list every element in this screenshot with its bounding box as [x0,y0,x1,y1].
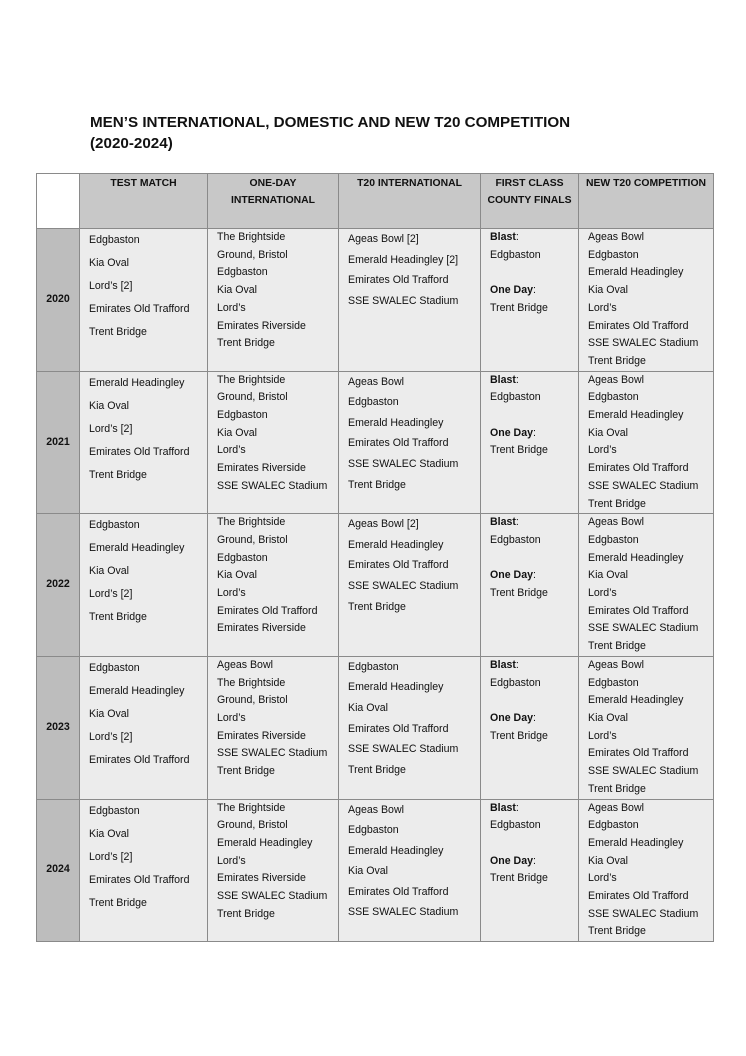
one-day-label: One Day [490,854,533,867]
venue-item: Emerald Headingley [588,694,684,707]
venue-item: Emerald Headingley [348,416,444,429]
venue-item: Emirates Riverside [217,319,306,332]
blast-label: Blast [490,373,516,386]
header-new-t20-competition: NEW T20 COMPETITION [579,174,714,229]
year-cell: 2024 [37,799,80,942]
venue-item: Emerald Headingley [217,836,313,849]
venue-item: Trent Bridge [217,337,275,350]
venue-item: Ageas Bowl [348,803,404,816]
blast-line: Blast: [490,516,519,529]
venue-item: Ground, Bristol [217,248,288,261]
venue-item: Edgbaston [348,660,399,673]
venue-item: Edgbaston [348,396,399,409]
one-day-venue: Trent Bridge [490,872,548,885]
blast-label: Blast [490,658,516,671]
venue-item: Emirates Riverside [217,872,306,885]
county-finals-venues [481,371,579,514]
one-day-label: One Day [490,284,533,297]
new-t20-competition-venues [579,656,714,799]
venue-item: Lord’s [217,587,246,600]
venue-item: Trent Bridge [217,765,275,778]
venue-item: SSE SWALEC Stadium [588,622,699,635]
header-first-class-county-finals: FIRST CLASS COUNTY FINALS [481,174,579,229]
venue-item: Kia Oval [89,827,130,840]
venue-item: SSE SWALEC Stadium [348,580,459,593]
venue-table [36,173,714,942]
venue-item: Kia Oval [348,702,389,715]
test-match-venues [80,229,208,372]
venue-item: Emerald Headingley [588,551,684,564]
venue-item: Ageas Bowl [588,231,644,243]
venue-item: Kia Oval [217,569,258,582]
blast-label: Blast [490,231,516,243]
one-day-venue: Trent Bridge [490,444,548,457]
venue-item: The Brightside [217,516,286,529]
venue-item: Lord’s [2] [89,588,133,601]
venue-item: Edgbaston [588,819,639,832]
venue-item: Edgbaston [588,533,639,546]
venue-item: Kia Oval [588,711,629,724]
venue-item: Ground, Bristol [217,533,288,546]
venue-item: Lord’s [217,854,246,867]
table-row [37,371,714,514]
venue-item: Kia Oval [217,426,258,439]
venue-item: The Brightside [217,676,286,689]
new-t20-competition-venues [579,799,714,942]
venue-item: SSE SWALEC Stadium [348,906,459,919]
venue-item: Edgbaston [217,551,268,564]
venue-item: Trent Bridge [348,478,406,491]
one-day-international-venues [208,656,339,799]
venue-item: Trent Bridge [89,326,147,338]
venue-item: Kia Oval [89,707,130,720]
blast-label: Blast [490,801,516,814]
year-cell: 2021 [37,371,80,514]
one-day-line: One Day: [490,284,536,297]
blast-venue: Edgbaston [490,248,541,261]
table-row [37,656,714,799]
one-day-international-venues [208,229,339,372]
venue-item: Edgbaston [89,234,140,246]
county-finals-venues [481,799,579,942]
title-line-1: MEN’S INTERNATIONAL, DOMESTIC AND NEW T20 COMPETITION [90,114,571,131]
test-match-venues [80,656,208,799]
venue-item: SSE SWALEC Stadium [217,747,328,760]
venue-item: The Brightside [217,231,286,243]
one-day-line: One Day: [490,426,536,439]
venue-item: Lord’s [217,444,246,457]
venue-item: Edgbaston [588,676,639,689]
venue-item: Lord’s [217,711,246,724]
venue-item: Lord’s [217,301,246,314]
venue-item: Emerald Headingley [89,684,185,697]
venue-item: Kia Oval [588,284,629,297]
county-finals-venues [481,514,579,657]
venue-item: Emirates Old Trafford [588,890,689,903]
one-day-venue: Trent Bridge [490,729,548,742]
venue-item: Ageas Bowl [348,375,404,388]
one-day-line: One Day: [490,711,536,724]
venue-item: Kia Oval [588,426,629,439]
venue-item: Emerald Headingley [348,538,444,551]
document-title [90,112,650,154]
venue-item: Ageas Bowl [588,801,644,814]
venue-item: Edgbaston [89,804,140,817]
venue-item: Edgbaston [348,824,399,837]
header-corner-cell [37,174,80,229]
t20-international-venues [339,514,481,657]
blast-venue: Edgbaston [490,676,541,689]
table-row [37,799,714,942]
venue-item: Emirates Old Trafford [588,319,689,332]
venue-item: SSE SWALEC Stadium [588,479,699,492]
venue-item: Trent Bridge [89,896,147,909]
venue-item: Edgbaston [588,248,639,261]
venue-item: Ageas Bowl [2] [348,233,419,245]
blast-line: Blast: [490,801,519,814]
venue-item: Ageas Bowl [217,658,273,671]
county-finals-venues [481,229,579,372]
one-day-line: One Day: [490,854,536,867]
t20-international-venues [339,799,481,942]
venue-item: Ageas Bowl [588,373,644,386]
venue-item: Emirates Riverside [217,729,306,742]
venue-item: Trent Bridge [588,782,646,795]
header-one-day-international: ONE-DAY INTERNATIONAL [208,174,339,229]
spacer [490,550,573,568]
venue-item: Emirates Old Trafford [348,559,449,572]
county-finals-venues [481,656,579,799]
blast-line: Blast: [490,231,519,243]
table-row [37,514,714,657]
venue-item: Ground, Bristol [217,694,288,707]
spacer [490,407,573,425]
one-day-venue: Trent Bridge [490,587,548,600]
one-day-international-venues [208,514,339,657]
title-line-2: (2020-2024) [90,135,173,152]
venue-item: Ageas Bowl [588,658,644,671]
venue-item: Ground, Bristol [217,819,288,832]
blast-line: Blast: [490,373,519,386]
venue-item: Emirates Old Trafford [348,274,449,287]
venue-item: Lord’s [588,729,617,742]
venue-item: Lord’s [2] [89,422,133,435]
venue-item: Emirates Old Trafford [348,885,449,898]
venue-item: Kia Oval [588,854,629,867]
venue-item: SSE SWALEC Stadium [217,890,328,903]
venue-item: Trent Bridge [348,763,406,776]
one-day-international-venues [208,371,339,514]
t20-international-venues [339,656,481,799]
venue-item: Emerald Headingley [588,836,684,849]
venue-item: Emirates Old Trafford [89,753,190,766]
venue-item: The Brightside [217,801,286,814]
header-row [37,174,714,229]
venue-item: Ageas Bowl [2] [348,518,419,531]
year-cell: 2020 [37,229,80,372]
venue-item: Kia Oval [89,399,130,412]
venue-item: Emirates Riverside [217,622,306,635]
venue-item: Trent Bridge [588,925,646,938]
venue-item: SSE SWALEC Stadium [588,337,699,350]
venue-item: Trent Bridge [588,497,646,510]
venue-item: Lord’s [2] [89,280,133,292]
venue-item: Kia Oval [217,284,258,297]
venue-item: Ageas Bowl [588,516,644,529]
new-t20-competition-venues [579,371,714,514]
venue-item: Trent Bridge [588,354,646,367]
venue-item: Emirates Old Trafford [588,747,689,760]
one-day-label: One Day [490,711,533,724]
new-t20-competition-venues [579,229,714,372]
year-cell: 2023 [37,656,80,799]
table-body [37,229,714,942]
venue-item: SSE SWALEC Stadium [588,907,699,920]
venue-item: Lord’s [2] [89,850,133,863]
blast-venue: Edgbaston [490,391,541,404]
one-day-label: One Day [490,426,533,439]
venue-item: Emerald Headingley [348,844,444,857]
venue-item: Kia Oval [89,565,130,578]
venue-item: Emerald Headingley [588,409,684,422]
venue-item: Kia Oval [588,569,629,582]
venue-item: Emerald Headingley [348,681,444,694]
blast-line: Blast: [490,658,519,671]
one-day-international-venues [208,799,339,942]
venue-item: Emerald Headingley [2] [348,253,459,266]
one-day-label: One Day [490,569,533,582]
venue-item: Trent Bridge [89,468,147,481]
venue-item: Kia Oval [89,257,130,269]
venue-item: Edgbaston [89,661,140,674]
venue-item: SSE SWALEC Stadium [348,458,459,470]
venue-item: Emirates Old Trafford [588,604,689,617]
venue-item: Edgbaston [217,266,268,279]
venue-item: Emirates Riverside [217,462,306,475]
header-test-match: TEST MATCH [80,174,208,229]
one-day-line: One Day: [490,569,536,582]
venue-item: Edgbaston [217,409,268,422]
venue-item: Lord’s [588,872,617,885]
venue-item: Emerald Headingley [89,376,185,389]
spacer [490,264,573,282]
header-t20-international: T20 INTERNATIONAL [339,174,481,229]
venue-item: Emirates Old Trafford [348,722,449,735]
venue-item: Emirates Old Trafford [89,873,190,886]
venue-item: Lord’s [588,444,617,457]
spacer [490,692,573,710]
venue-item: The Brightside [217,373,286,386]
venue-item: SSE SWALEC Stadium [348,294,459,307]
venue-item: Emirates Old Trafford [348,437,449,450]
venue-item: Lord’s [588,301,617,314]
blast-venue: Edgbaston [490,819,541,832]
venue-item: Emerald Headingley [588,266,684,279]
new-t20-competition-venues [579,514,714,657]
venue-item: Trent Bridge [217,907,275,920]
t20-international-venues [339,229,481,372]
venue-item: Emirates Old Trafford [217,604,318,617]
venue-item: Trent Bridge [348,600,406,613]
table-row [37,229,714,372]
year-cell: 2022 [37,514,80,657]
venue-item: Kia Oval [348,865,389,878]
venue-item: Emirates Old Trafford [588,462,689,475]
venue-item: Emirates Old Trafford [89,303,190,315]
spacer [490,835,573,853]
blast-venue: Edgbaston [490,533,541,546]
venue-item: Lord’s [2] [89,730,133,743]
test-match-venues [80,514,208,657]
venue-item: SSE SWALEC Stadium [217,479,328,492]
venue-item: Emirates Old Trafford [89,445,190,458]
venue-item: Ground, Bristol [217,391,288,404]
venue-item: Edgbaston [588,391,639,404]
venue-item: SSE SWALEC Stadium [588,765,699,778]
venue-item: Lord’s [588,587,617,600]
test-match-venues [80,799,208,942]
blast-label: Blast [490,516,516,529]
test-match-venues [80,371,208,514]
t20-international-venues [339,371,481,514]
venue-item: Emerald Headingley [89,542,185,555]
venue-item: Edgbaston [89,519,140,532]
venue-item: SSE SWALEC Stadium [348,743,459,756]
venue-item: Trent Bridge [89,611,147,624]
venue-item: Trent Bridge [588,640,646,653]
one-day-venue: Trent Bridge [490,301,548,314]
